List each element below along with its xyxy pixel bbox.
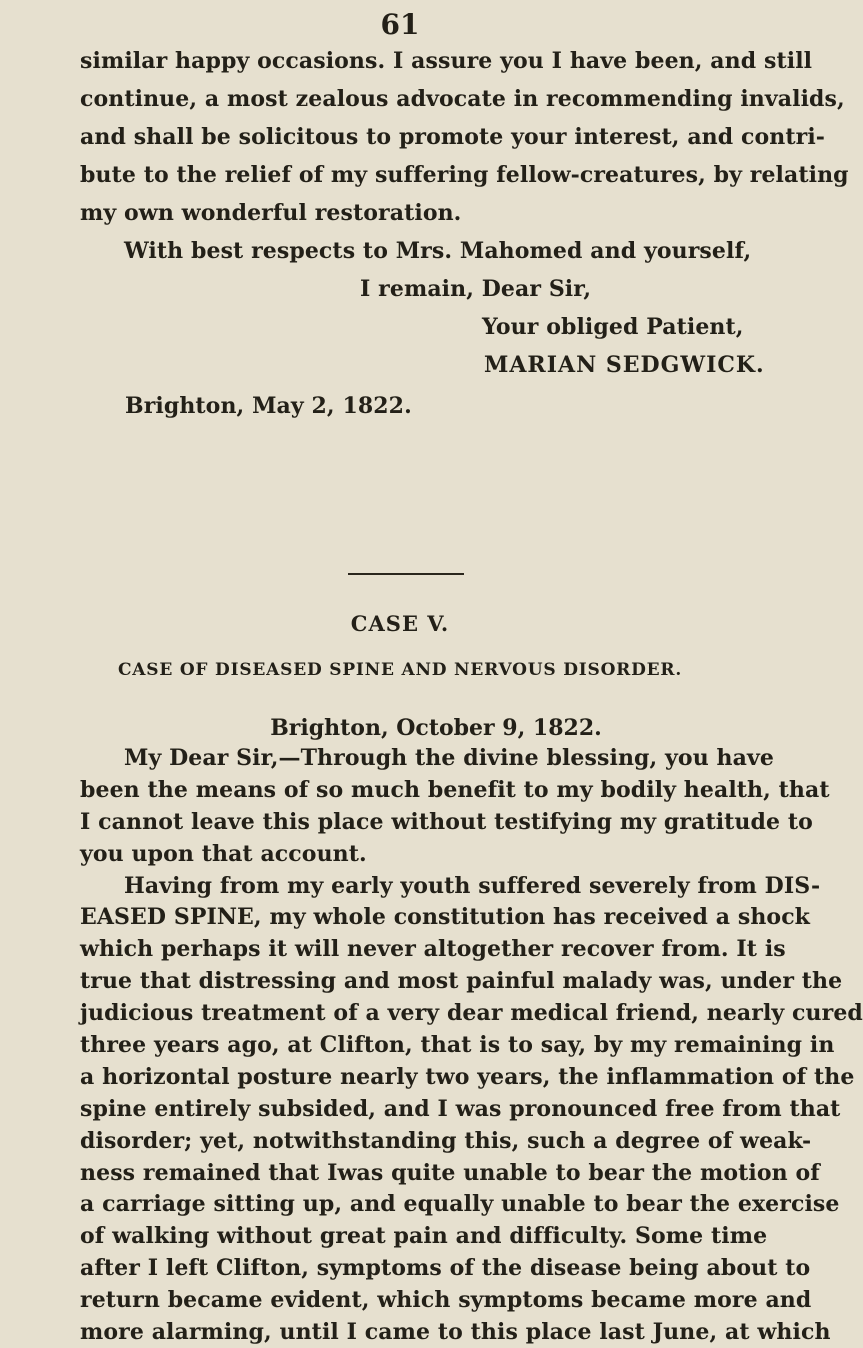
case-title: CASE V.: [350, 611, 450, 636]
closing-obliged: Your obliged Patient,: [482, 314, 744, 340]
letter-line: judicious treatment of a very dear medical friend, nearly cured: [80, 1000, 863, 1026]
letter-line: I cannot leave this place without testifying my gratitude to: [80, 809, 813, 835]
page-number: 61: [380, 8, 420, 41]
text-line: my own wonderful restoration.: [80, 200, 462, 226]
letter-line: My Dear Sir,—Through the divine blessing, you have: [124, 745, 774, 771]
letter-line: disorder; yet, notwithstanding this, such a degree of weak-: [80, 1128, 812, 1154]
letter-line: which perhaps it will never altogether recover from. It is: [80, 936, 786, 962]
letter-line: Having from my early youth suffered severely from DIS-: [124, 873, 821, 899]
letter-line: return became evident, which symptoms became more and: [80, 1287, 812, 1313]
letter-line: you upon that account.: [80, 841, 367, 867]
place-date: Brighton, May 2, 1822.: [125, 393, 412, 419]
letter-line: true that distressing and most painful malady was, under the: [80, 968, 843, 994]
case-subtitle: CASE OF DISEASED SPINE AND NERVOUS DISORDER.: [117, 660, 683, 680]
closing-respects: With best respects to Mrs. Mahomed and yourself,: [124, 238, 752, 264]
letter-line: more alarming, until I came to this place last June, at which: [80, 1319, 831, 1345]
letter-line: three years ago, at Clifton, that is to say, by my remaining in: [80, 1032, 835, 1058]
closing-remain: I remain, Dear Sir,: [360, 276, 592, 302]
letter-line: a horizontal posture nearly two years, the inflammation of the: [80, 1064, 855, 1090]
letter-line: been the means of so much benefit to my bodily health, that: [80, 777, 830, 803]
text-line: similar happy occasions. I assure you I have been, and still: [80, 48, 813, 74]
letter-line: after I left Clifton, symptoms of the disease being about to: [80, 1255, 811, 1281]
letter-line: EASED SPINE, my whole constitution has received a shock: [80, 904, 811, 930]
text-line: continue, a most zealous advocate in recommending invalids,: [80, 86, 845, 112]
letter-line: ness remained that Iwas quite unable to bear the motion of: [80, 1160, 820, 1186]
text-line: and shall be solicitous to promote your interest, and contri-: [80, 124, 826, 150]
signature: MARIAN SEDGWICK.: [484, 352, 765, 378]
section-divider: [348, 573, 464, 575]
text-line: bute to the relief of my suffering fellow-creatures, by relating: [80, 162, 849, 188]
letter-line: spine entirely subsided, and I was pronounced free from that: [80, 1096, 841, 1122]
letter-line: of walking without great pain and difficulty. Some time: [80, 1223, 768, 1249]
letter-line: a carriage sitting up, and equally unable to bear the exercise: [80, 1191, 840, 1217]
letter-date: Brighton, October 9, 1822.: [270, 715, 602, 741]
